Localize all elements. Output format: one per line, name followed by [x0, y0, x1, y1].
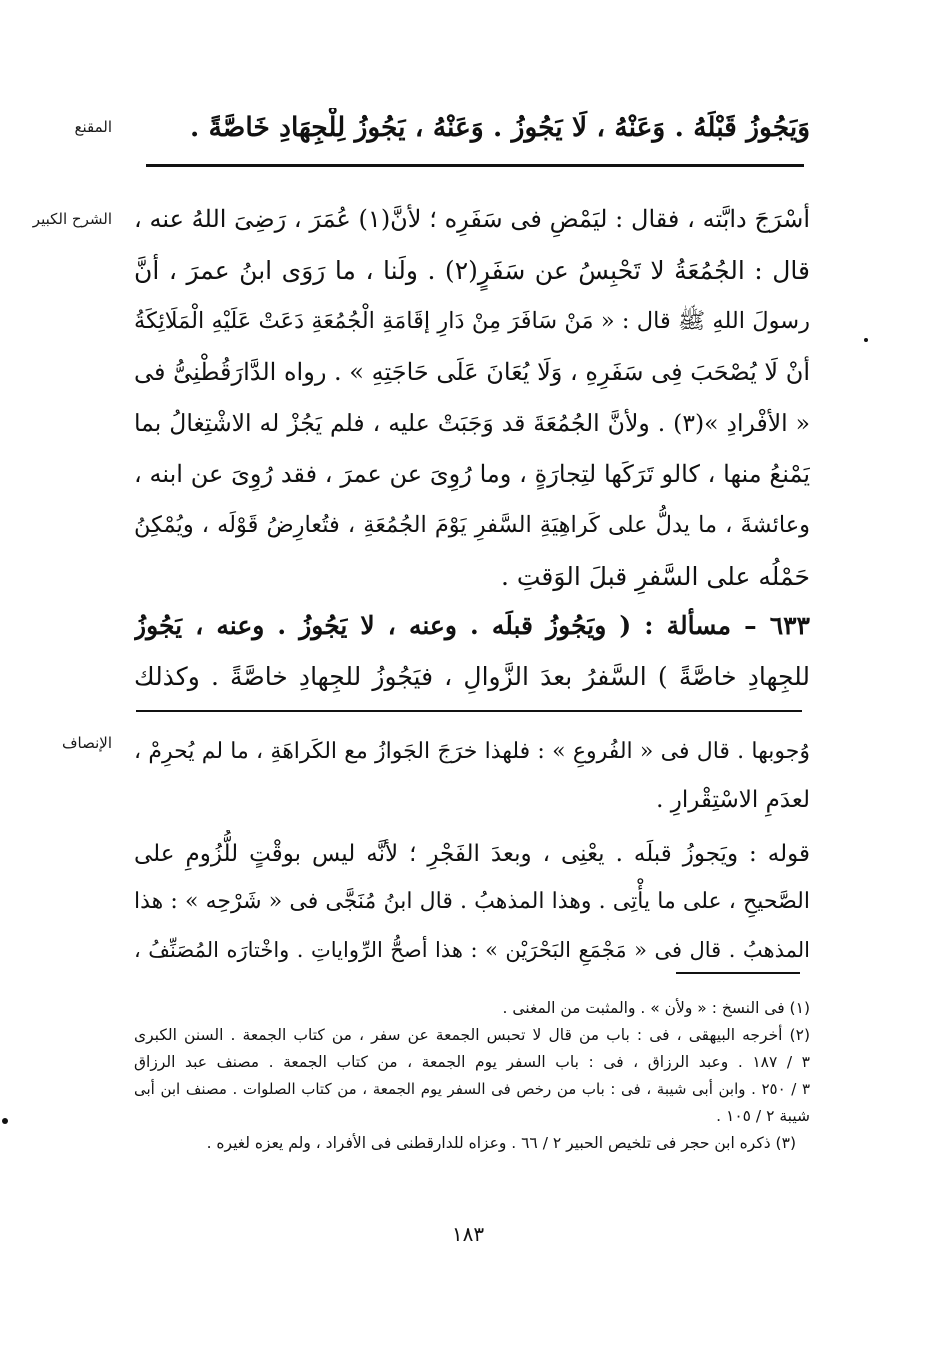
insaf-text-block — [134, 728, 810, 974]
side-label-muqni: المقنع — [74, 118, 112, 136]
section-divider-thin — [136, 710, 802, 712]
sharh-line: قال : الجُمُعَةُ لا تَحْبِسُ عن سَفَرٍ(٢) . ولَنا ، ما رَوَى ابنُ عمرَ ، أنَّ — [134, 256, 810, 285]
scan-speck — [2, 1118, 8, 1124]
footnote-line: ٣ / ٢٥٠ . وابن أبى شيبة ، فى : باب من رخص فى السفر يوم الجمعة ، من كتاب الصلوات . مصنف ابن أبى — [134, 1080, 810, 1098]
insaf-line: وُجوبها . قال فى « الفُروعِ » : فلهذا خرَجَ الجَوازُ مع الكَراهَةِ ، ما لم يُحرِمْ ، — [134, 739, 810, 764]
sharh-line: أسْرَجَ دابَّته ، فقال : ليَمْضِ فى سَفَرِه ؛ لأنَّ(١) عُمَرَ ، رَضِىَ اللهُ عنه ، — [134, 205, 810, 233]
muqni-text-block — [190, 108, 810, 148]
masala-line: للجِهادِ خاصَّةً ) السَّفرُ بعدَ الزَّوالِ ، فيَجُوزُ للجِهادِ خاصَّةً . وكذلك — [134, 662, 810, 691]
sharh-line: « الأفْرادِ »(٣) . ولأنَّ الجُمُعَةَ قد وَجَبَتْ عليه ، فلم يَجُزْ له الاشْتِغالُ بما — [134, 409, 810, 437]
insaf-line: المذهبُ . قال فى « مَجْمَعِ البَحْرَيْن » : هذا أصحُّ الرِّواياتِ . واخْتارَه المُصَنِّفُ ، — [134, 938, 810, 962]
sharh-line: أنْ لَا يُصْحَبَ فِى سَفَرِهِ ، وَلَا يُعَانَ عَلَى حَاجَتِهِ » . رواه الدَّارَقُطْنِىُّ فى — [134, 358, 810, 386]
insaf-line: لعدَمِ الاسْتِقْرارِ . — [656, 787, 810, 813]
side-label-insaf: الإنصاف — [61, 734, 112, 752]
footnote-line: (٣) ذكره ابن حجر فى تلخيص الحبير ٢ / ٦٦ . وعزاه للدارقطنى فى الأفراد ، ولم يعزه لغيره . — [206, 1134, 796, 1152]
muqni-text: وَيَجُوزُ قَبْلَهُ . وَعَنْهُ ، لَا يَجُوزُ . وَعَنْهُ ، يَجُوزُ لِلْجِهَادِ خَاصَّةً . — [190, 112, 810, 143]
page-number: ١٨٣ — [451, 1222, 485, 1246]
insaf-line: الصَّحيحِ ، على ما يأْتِى . وهذا المذهبُ . قال ابنُ مُنَجَّى فى « شَرْحِه » : هذا — [134, 889, 810, 914]
masala-line: ٦٣٣ – مسألة : ( ويَجُوزُ قبلَه . وعنه ، لا يَجُوزُ . وعنه ، يَجُوزُ — [134, 611, 810, 640]
masala-block — [134, 600, 810, 702]
section-divider-thick — [146, 164, 804, 167]
sharh-line: يَمْنعُ منها ، كالو تَرَكَها لتِجارَةٍ ، وما رُوِىَ عن عمرَ ، فقد رُوِىَ عن ابنه ، — [134, 460, 810, 488]
footnotes-block — [134, 995, 810, 1157]
side-label-sharh: الشرح الكبير — [32, 210, 112, 228]
footnote-line: شيبة ٢ / ١٠٥ . — [716, 1107, 810, 1125]
footnote-line: ٣ / ١٨٧ . وعبد الرزاق ، فى : باب السفر يوم الجمعة ، من كتاب الجمعة . مصنف عبد الرزاق — [134, 1053, 810, 1071]
sharh-line: حَمْلُه على السَّفرِ قبلَ الوَقتِ . — [500, 562, 810, 591]
sharh-text-block — [134, 194, 810, 602]
insaf-line: قوله : ويَجوزُ قبلَه . يعْنِى ، وبعدَ الفَجْرِ ؛ لأنَّه ليس بوقْتٍ للُّزُومِ على — [134, 841, 810, 867]
footnote-divider — [676, 972, 800, 974]
sharh-line: رسولَ اللهِ ﷺ قال : « مَنْ سَافَرَ مِنْ دَارِ إقَامَةِ الْجُمُعَةِ دَعَتْ عَلَيْهِ الْمَلَائِكَةُ — [134, 308, 810, 334]
scan-speck — [864, 338, 868, 342]
sharh-line: وعائشةَ ، ما يدلُّ على كَراهِيَةِ السَّفرِ يَوْمَ الجُمُعَةِ ، فتُعارِضُ قَوْلَه ، ويُمْكِنُ — [134, 512, 810, 538]
footnote-line: (١) فى النسخ : « ولأن » . والمثبت من المغنى . — [502, 999, 810, 1017]
footnote-line: (٢) أخرجه البيهقى ، فى : باب من قال لا تحبس الجمعة عن سفر ، من كتاب الجمعة . السنن الكبرى — [134, 1026, 810, 1044]
